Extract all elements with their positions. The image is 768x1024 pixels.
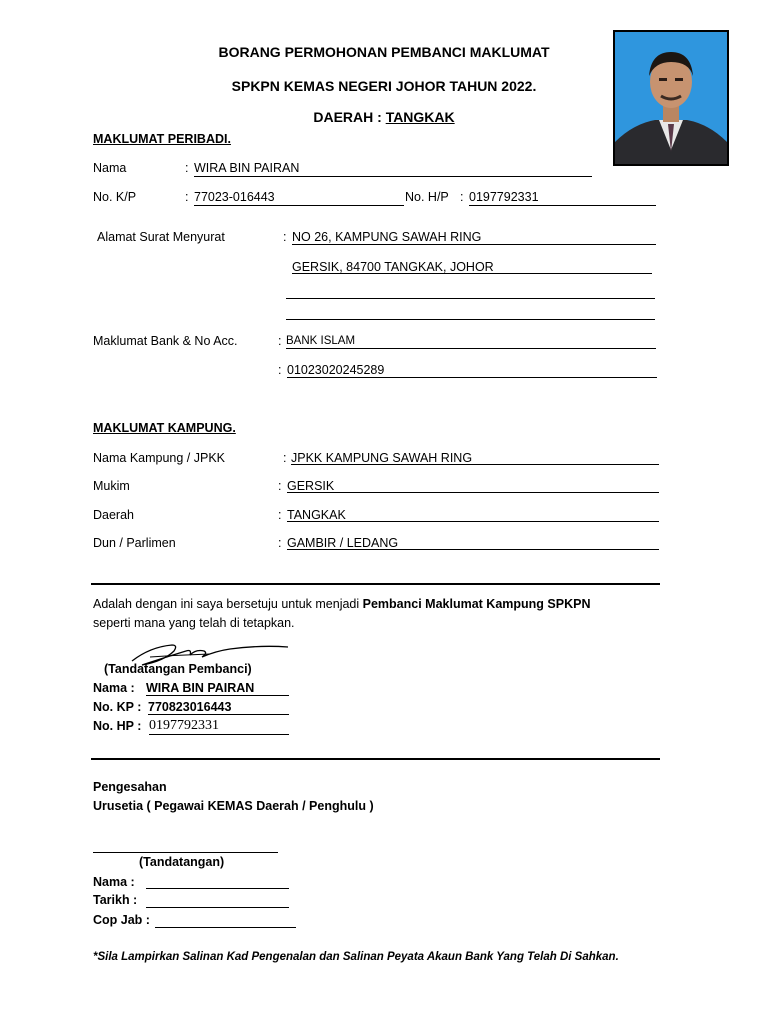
mukim-colon: : — [278, 479, 282, 493]
applicant-signature-caption: (Tandatangan Pembanci) — [104, 662, 252, 676]
bank-colon: : — [278, 334, 282, 348]
village-underline — [291, 464, 659, 465]
ic-colon: : — [185, 190, 189, 204]
endorsement-title: Pengesahan — [93, 780, 167, 794]
district-field-underline — [287, 521, 659, 522]
endorser-date-underline — [146, 907, 289, 908]
district-field-colon: : — [278, 508, 282, 522]
address-line-1: NO 26, KAMPUNG SAWAH RING — [292, 230, 482, 244]
form-subtitle: SPKPN KEMAS NEGERI JOHOR TAHUN 2022. — [231, 78, 537, 94]
endorser-signature-caption: (Tandatangan) — [139, 855, 225, 869]
endorser-stamp-label: Cop Jab : — [93, 913, 150, 927]
applicant-ic-underline — [148, 714, 289, 715]
mukim-label: Mukim — [93, 479, 130, 493]
applicant-name-label: Nama : — [93, 681, 135, 695]
phone-label: No. H/P — [405, 190, 449, 204]
bank-label: Maklumat Bank & No Acc. — [93, 334, 238, 348]
phone-value: 0197792331 — [469, 190, 539, 204]
dun-label: Dun / Parlimen — [93, 536, 176, 550]
endorser-stamp-underline — [155, 927, 296, 928]
applicant-ic-value: 770823016443 — [148, 700, 232, 714]
bank-value: BANK ISLAM — [286, 335, 356, 347]
account-colon: : — [278, 363, 282, 377]
phone-colon: : — [460, 190, 464, 204]
form-title: BORANG PERMOHONAN PEMBANCI MAKLUMAT — [218, 44, 550, 60]
name-underline — [194, 176, 592, 177]
applicant-phone-underline — [149, 734, 289, 735]
mukim-underline — [287, 492, 659, 493]
applicant-ic-label: No. KP : — [93, 700, 142, 714]
village-section-title: MAKLUMAT KAMPUNG. — [93, 421, 236, 435]
district-field-value: TANGKAK — [287, 508, 346, 522]
name-colon: : — [185, 161, 189, 175]
address-underline-1 — [292, 244, 656, 245]
dun-underline — [287, 549, 659, 550]
name-label: Nama — [93, 161, 127, 175]
portrait-image — [615, 32, 727, 164]
footnote: *Sila Lampirkan Salinan Kad Pengenalan dan Salinan Peyata Akaun Bank Yang Telah Di Sahkan. — [93, 951, 619, 963]
applicant-name-underline — [146, 695, 289, 696]
account-value: 01023020245289 — [287, 363, 385, 377]
village-value: JPKK KAMPUNG SAWAH RING — [291, 451, 473, 465]
endorser-name-label: Nama : — [93, 875, 135, 889]
declaration-bold: Pembanci Maklumat Kampung SPKPN — [362, 597, 591, 611]
applicant-photo — [613, 30, 729, 166]
account-underline — [287, 377, 657, 378]
section-divider-1 — [91, 583, 660, 585]
mukim-value: GERSIK — [287, 479, 335, 493]
address-line-2: GERSIK, 84700 TANGKAK, JOHOR — [292, 260, 494, 274]
village-colon: : — [283, 451, 287, 465]
district-value: TANGKAK — [385, 109, 455, 125]
section-divider-2 — [91, 758, 660, 760]
district-label: DAERAH : — [313, 109, 386, 125]
address-underline-3 — [286, 298, 655, 299]
applicant-phone-label: No. HP : — [93, 719, 142, 733]
endorser-date-label: Tarikh : — [93, 893, 138, 907]
name-value: WIRA BIN PAIRAN — [194, 161, 300, 175]
ic-value: 77023-016443 — [194, 190, 275, 204]
district-field-label: Daerah — [93, 508, 134, 522]
declaration-text-2: seperti mana yang telah di tetapkan. — [93, 616, 295, 630]
phone-underline — [469, 205, 656, 206]
dun-value: GAMBIR / LEDANG — [287, 536, 399, 550]
declaration-prefix: Adalah dengan ini saya bersetuju untuk menjadi — [93, 597, 363, 611]
personal-section-title: MAKLUMAT PERIBADI. — [93, 132, 231, 146]
endorsement-subtitle: Urusetia ( Pegawai KEMAS Daerah / Penghulu ) — [93, 799, 374, 813]
declaration-text — [93, 597, 693, 611]
village-label: Nama Kampung / JPKK — [93, 451, 226, 465]
address-label: Alamat Surat Menyurat — [97, 230, 225, 244]
address-underline-4 — [286, 319, 655, 320]
applicant-name-value: WIRA BIN PAIRAN — [146, 681, 255, 695]
bank-underline — [286, 348, 656, 349]
endorser-signature-line — [93, 852, 278, 853]
ic-label: No. K/P — [93, 190, 137, 204]
endorser-name-underline — [146, 888, 289, 889]
address-underline-2 — [292, 273, 652, 274]
address-colon: : — [283, 230, 287, 244]
applicant-phone-value: 0197792331 — [149, 718, 219, 733]
dun-colon: : — [278, 536, 282, 550]
ic-underline — [194, 205, 404, 206]
